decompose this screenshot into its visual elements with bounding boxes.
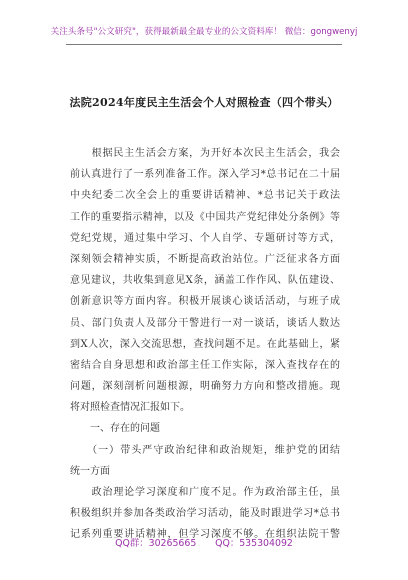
body-line: 密结合自身思想和政治部主任工作实际，深入查找存在的 — [70, 359, 340, 371]
body-line: 创新意识等方面内容。积极开展谈心谈话活动，与班子成 — [70, 296, 340, 308]
body-line: 深刻领会精神实质，不断提高政治站位。广泛征求各方面 — [70, 253, 340, 265]
body-line: 问题，深刻剖析问题根源，明确努力方向和整改措施。现 — [70, 381, 340, 393]
body-line: 员、部门负责人及部分干警进行一对一谈话，谈话人数达 — [70, 317, 340, 329]
header-divider — [66, 44, 342, 45]
body-line: 党纪党规，通过集中学习、个人自学、专题研讨等方式， — [70, 232, 340, 244]
body-line: 中央纪委二次全会上的重要讲话精神、*总书记关于政法 — [70, 190, 340, 202]
header-promo-text: 关注头条号"公文研究"，获得最新最全最专业的公文资料库！ 微信：gongwenyj — [50, 27, 358, 37]
body-line: 积极组织并参加各类政治学习活动，能及时跟进学习*总书 — [70, 508, 340, 520]
body-line: 将对照检查情况汇报如下。 — [70, 402, 190, 414]
body-line: 意见建议，共收集到意见X条，涵盖工作作风、队伍建设、 — [70, 275, 340, 287]
body-line: 根据民主生活会方案，为开好本次民主生活会，我会 — [70, 148, 340, 159]
body-line: 工作的重要指示精神，以及《中国共产党纪律处分条例》等 — [70, 211, 340, 223]
subsection-heading: （一）带头严守政治纪律和政治规矩，维护党的团结 — [70, 444, 340, 456]
section-heading: 一、存在的问题 — [70, 423, 160, 435]
document-body — [70, 143, 340, 546]
footer-contact: QQ群：30265665 QQ：535304092 — [115, 538, 293, 549]
subsection-heading-cont: 统一方面 — [70, 465, 110, 477]
body-line: 政治理论学习深度和广度不足。作为政治部主任，虽 — [70, 487, 340, 498]
document-title: 法院2024年度民主生活会个人对照检查（四个带头） — [69, 96, 339, 109]
body-line: 前认真进行了一系列准备工作。深入学习*总书记在二十届 — [70, 169, 340, 181]
body-line: 记系列重要讲话精神，但学习深度不够。在组织法院干警 — [70, 529, 340, 541]
body-line: 到X人次，深入交流思想，查找问题不足。在此基础上，紧 — [70, 338, 340, 350]
